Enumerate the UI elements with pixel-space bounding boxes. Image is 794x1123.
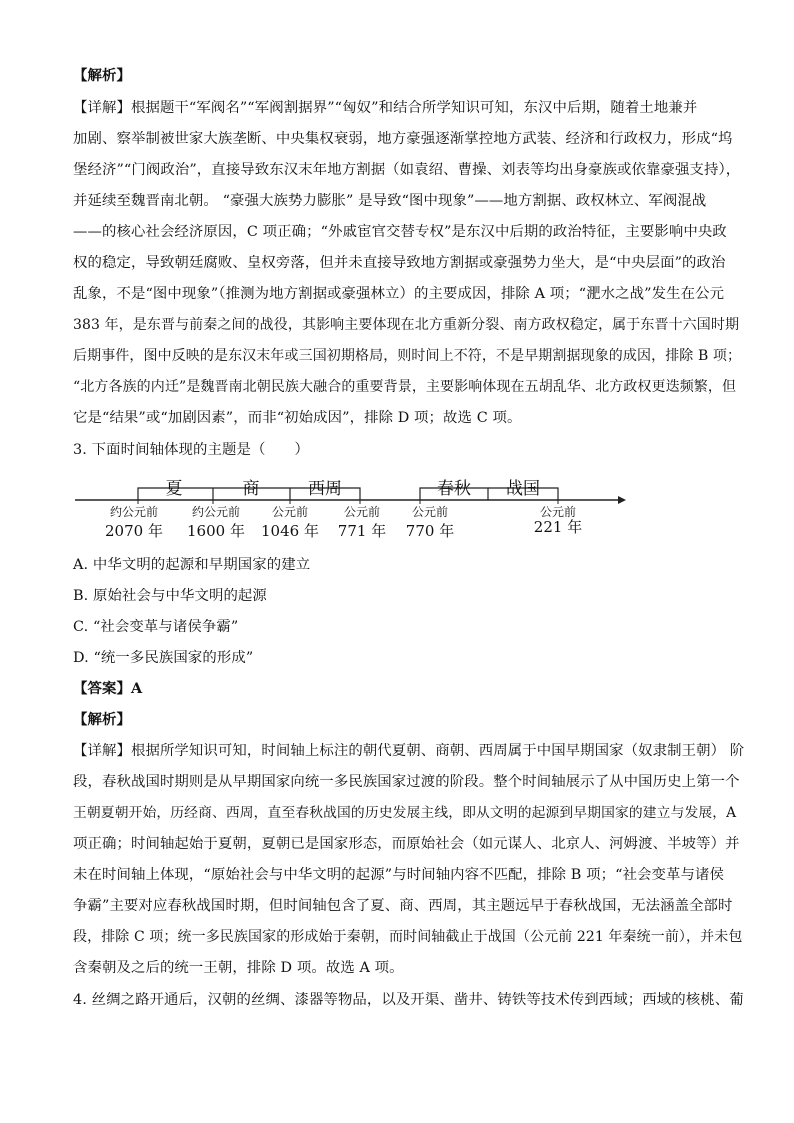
explanation-line: 后期事件，图中反映的是东汉末年或三国初期格局，则时间上不符，不是早期割据现象的成因，排除 B 项； <box>73 348 742 364</box>
explanation-line: “北方各族的内迁”是魏晋南北朝民族大融合的重要背景，主要影响体现在五胡乱华、北方政权更迭频繁，但 <box>73 379 737 395</box>
option-d: D. “统一多民族国家的形成” <box>73 650 254 666</box>
explanation-line: 含秦朝及之后的统一王朝，排除 D 项。故选 A 项。 <box>73 960 404 976</box>
explanation-line: 王朝夏朝开始，历经商、西周，直至春秋战国的历史发展主线，即从文明的起源到早期国家的建立与发展，A <box>73 805 737 821</box>
explanation-line: 乱象，不是“图中现象”（推测为地方割据或豪强林立）的主要成因，排除 A 项；“淝水之战”发生在公元 <box>73 286 725 302</box>
dynasty-label: 西周 <box>308 479 342 499</box>
explanation-line: ——的核心社会经济原因，C 项正确；“外戚宦官交替专权”是东汉中后期的政治特征，主要影响中央政 <box>73 224 727 240</box>
dynasty-label: 商 <box>242 479 260 499</box>
answer-label: 【答案】A <box>73 680 143 697</box>
explanation-line: 项正确；时间轴起始于夏朝，夏朝已是国家形态，而原始社会（如元谋人、北京人、河姆渡、半坡等）并 <box>73 836 740 852</box>
tick-label-year: 1046 年 <box>261 522 319 540</box>
explanation-line: 并延续至魏晋南北朝。 “豪强大族势力膨胀” 是导致“图中现象”——地方割据、政权林立、军阀混战 <box>73 193 707 209</box>
tick-label-year: 2070 年 <box>105 522 163 540</box>
tick-label-prefix: 公元前 <box>539 505 577 519</box>
explanation-line: 未在时间轴上体现，“原始社会与中华文明的起源”与时间轴内容不匹配，排除 B 项；“社会变革与诸侯 <box>73 867 725 883</box>
tick-label-year: 771 年 <box>337 522 387 540</box>
option-b: B. 原始社会与中华文明的起源 <box>73 588 267 604</box>
dynasty-label: 春秋 <box>437 479 471 499</box>
tick-label-prefix: 约公元前 <box>191 505 241 519</box>
tick-label-prefix: 公元前 <box>343 505 381 519</box>
tick-label-year: 221 年 <box>533 518 583 536</box>
explanation-line: 段，春秋战国时期则是从早期国家向统一多民族国家过渡的阶段。整个时间轴展示了从中国历史上第一个 <box>73 774 740 790</box>
explanation-line: 权的稳定，导致朝廷腐败、皇权旁落，但并未直接导致地方割据或豪强势力坐大，是“中央层面”的政治 <box>73 255 726 271</box>
explanation-line: 383 年，是东晋与前秦之间的战役，其影响主要体现在北方重新分裂、南方政权稳定，属于东晋十六国时期 <box>73 317 740 333</box>
explanation-line: 段，排除 C 项；统一多民族国家的形成始于秦朝，而时间轴截止于战国（公元前 221 年秦统一前），并未包 <box>73 929 743 945</box>
dynasty-label: 夏 <box>165 479 183 499</box>
tick-label-year: 770 年 <box>405 522 455 540</box>
question-4-stem: 4. 丝绸之路开通后，汉朝的丝绸、漆器等物品，以及开渠、凿井、铸铁等技术传到西域；西域的核桃、葡 <box>73 992 744 1008</box>
explanation-line: 【详解】根据题干“军阀名”“军阀割据界”“匈奴”和结合所学知识可知，东汉中后期，随着土地兼并 <box>73 100 698 116</box>
timeline-figure <box>70 470 630 550</box>
timeline-arrow <box>618 496 626 504</box>
explanation-line: 堡经济”“门阀政治”，直接导致东汉末年地方割据（如袁绍、曹操、刘表等均出身豪族或依靠豪强支持）， <box>73 162 741 178</box>
explanation-line: 【详解】根据所学知识可知，时间轴上标注的朝代夏朝、商朝、西周属于中国早期国家（奴隶制王朝） 阶 <box>73 743 745 759</box>
analysis-label: 【解析】 <box>73 711 131 728</box>
option-c: C. “社会变革与诸侯争霸” <box>73 619 239 635</box>
tick-label-year: 1600 年 <box>187 522 245 540</box>
dynasty-label: 战国 <box>506 479 540 499</box>
tick-label-prefix: 公元前 <box>271 505 309 519</box>
tick-label-prefix: 约公元前 <box>109 505 159 519</box>
explanation-line: 争霸”主要对应春秋战国时期，但时间轴包含了夏、商、西周，其主题远早于春秋战国，无法涵盖全部时 <box>73 898 733 914</box>
explanation-line: 加剧、察举制被世家大族垄断、中央集权衰弱，地方豪强逐渐掌控地方武装、经济和行政权力，形成“坞 <box>73 131 733 147</box>
explanation-line: 它是“结果”或“加剧因素”，而非“初始成因”，排除 D 项；故选 C 项。 <box>73 410 522 426</box>
option-a: A. 中华文明的起源和早期国家的建立 <box>73 557 311 573</box>
analysis-label: 【解析】 <box>73 67 131 84</box>
question-3-stem: 3. 下面时间轴体现的主题是（ ） <box>73 442 309 458</box>
tick-label-prefix: 公元前 <box>411 505 449 519</box>
